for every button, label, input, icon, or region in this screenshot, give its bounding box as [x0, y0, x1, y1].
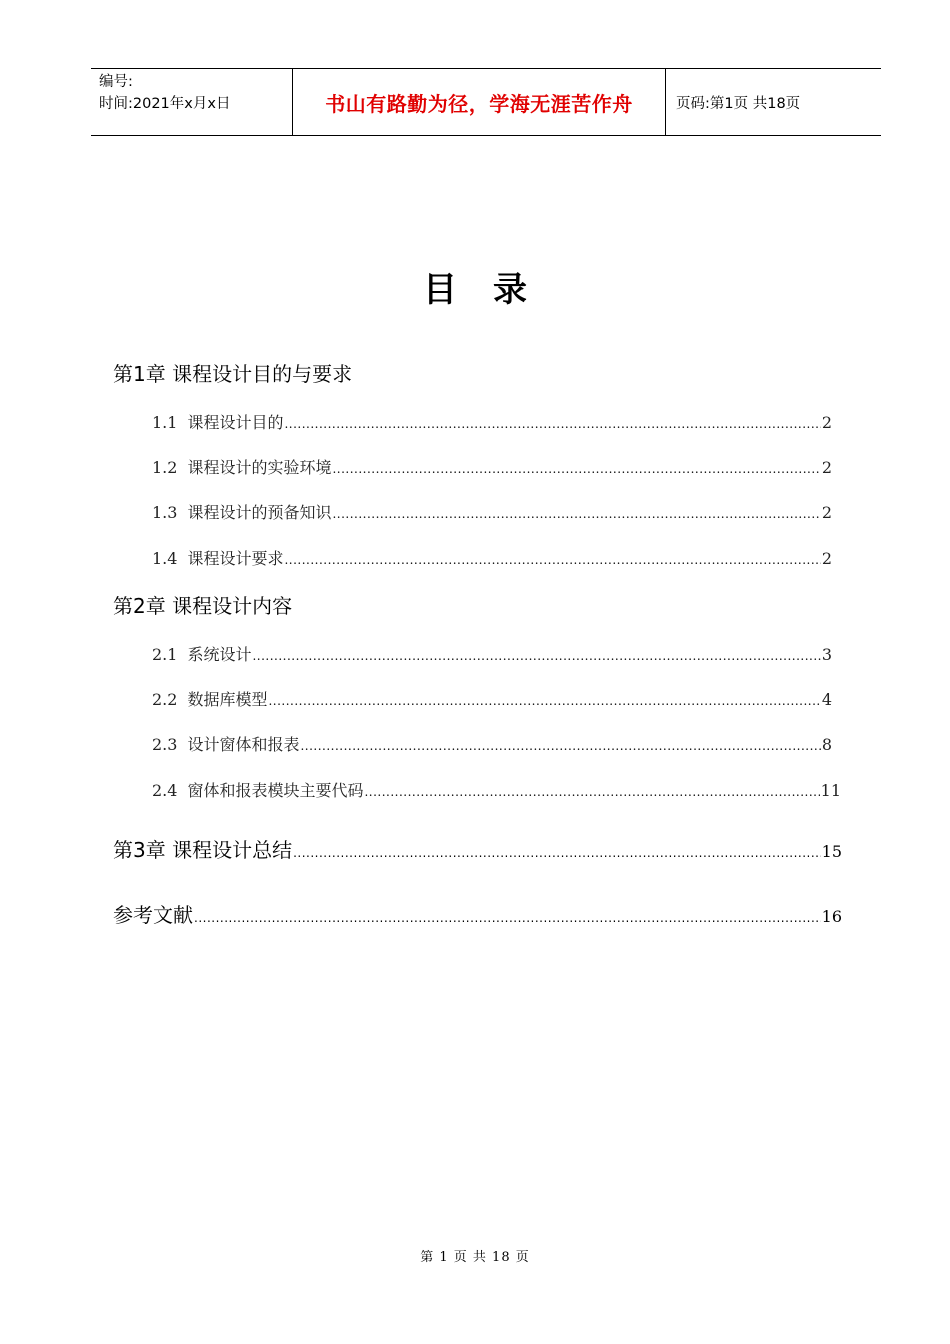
toc-section-number: 2.3 — [152, 735, 178, 754]
document-time-label: 时间:2021年x月x日 — [99, 96, 231, 112]
toc-references-label: 参考文献 — [113, 903, 193, 927]
toc-leader-dots — [284, 417, 820, 431]
toc-section-number: 1.4 — [152, 549, 178, 568]
toc-chapter-1-label: 第1章 课程设计目的与要求 — [113, 362, 353, 386]
toc-section-2-3[interactable] — [152, 732, 832, 755]
toc-section-title: 课程设计目的 — [187, 413, 284, 432]
toc-leader-dots — [300, 739, 820, 753]
toc-section-2-2[interactable] — [152, 687, 832, 710]
toc-leader-dots — [293, 846, 821, 860]
toc-section-number: 1.3 — [152, 503, 178, 522]
toc-section-number: 2.1 — [152, 645, 178, 664]
toc-section-1-3[interactable] — [152, 500, 832, 523]
toc-page-number: 8 — [821, 735, 832, 754]
toc-section-1-1[interactable] — [152, 410, 832, 433]
toc-section-title: 系统设计 — [187, 645, 252, 664]
header-meta-cell — [91, 69, 293, 135]
toc-section-title: 课程设计要求 — [187, 549, 284, 568]
toc-section-number: 2.4 — [152, 781, 178, 800]
toc-chapter-3[interactable] — [113, 834, 842, 863]
toc-leader-dots — [194, 911, 821, 925]
toc-section-title: 数据库模型 — [187, 690, 268, 709]
toc-references[interactable] — [113, 899, 842, 928]
toc-section-2-4[interactable] — [152, 778, 841, 801]
header-motto-cell — [293, 69, 666, 135]
toc-title: 目录 — [423, 270, 563, 310]
toc-page-number: 16 — [821, 907, 842, 926]
toc-leader-dots — [332, 507, 820, 521]
toc-page-number: 3 — [821, 645, 832, 664]
toc-section-1-4[interactable] — [152, 546, 832, 569]
toc-leader-dots — [364, 785, 819, 799]
toc-page-number: 2 — [821, 549, 832, 568]
toc-section-2-1[interactable] — [152, 642, 832, 665]
toc-section-title: 课程设计的实验环境 — [187, 458, 332, 477]
toc-page-number: 11 — [820, 781, 841, 800]
toc-leader-dots — [332, 462, 820, 476]
toc-section-title: 课程设计的预备知识 — [187, 503, 332, 522]
toc-section-1-2[interactable] — [152, 455, 832, 478]
toc-leader-dots — [252, 649, 820, 663]
toc-page-number: 15 — [821, 842, 842, 861]
toc-section-number: 1.2 — [152, 458, 178, 477]
toc-section-number: 1.1 — [152, 413, 178, 432]
toc-page-number: 2 — [821, 413, 832, 432]
header-page-cell — [666, 69, 881, 135]
toc-chapter-2-label: 第2章 课程设计内容 — [113, 594, 293, 618]
toc-chapter-3-label: 第3章 课程设计总结 — [113, 838, 293, 862]
toc-section-number: 2.2 — [152, 690, 178, 709]
document-number-label: 编号: — [99, 74, 133, 90]
toc-leader-dots — [268, 694, 820, 708]
toc-section-title: 设计窗体和报表 — [187, 735, 300, 754]
toc-chapter-2[interactable] — [113, 590, 713, 619]
toc-section-title: 窗体和报表模块主要代码 — [187, 781, 364, 800]
header-motto: 书山有路勤为径，学海无涯苦作舟 — [325, 91, 633, 116]
page-footer: 第 1 页 共 18 页 — [420, 1250, 530, 1265]
header-page-info: 页码:第1页 共18页 — [676, 95, 801, 112]
toc-page-number: 2 — [821, 503, 832, 522]
page-header — [91, 68, 881, 136]
toc-page-number: 2 — [821, 458, 832, 477]
toc-chapter-1[interactable] — [113, 358, 713, 387]
toc-leader-dots — [284, 553, 820, 567]
toc-page-number: 4 — [821, 690, 832, 709]
